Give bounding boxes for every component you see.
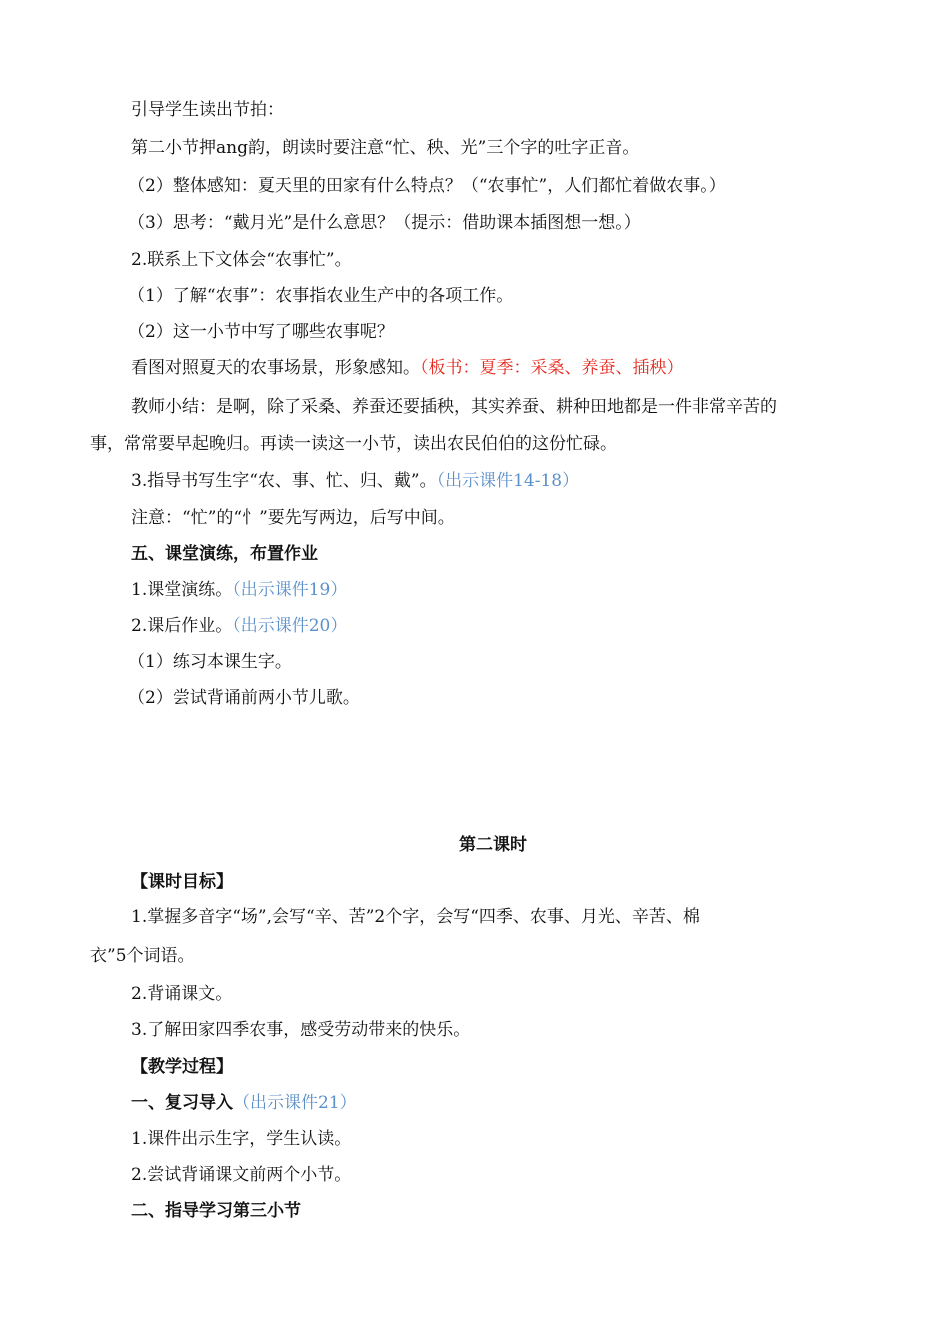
section-heading <box>90 1056 870 1078</box>
page-title <box>0 834 950 856</box>
paragraph <box>90 507 870 529</box>
text: 3.指导书写生字“农、事、忙、归、戴”。 <box>131 471 437 491</box>
paragraph <box>90 137 870 159</box>
text: 第二课时 <box>459 835 527 855</box>
paragraph <box>90 357 870 379</box>
text: 第二小节押ang韵，朗读时要注意“忙、秧、光”三个字的吐字正音。 <box>131 138 640 158</box>
paragraph <box>90 175 870 197</box>
section-heading <box>90 871 870 893</box>
text: 2.背诵课文。 <box>131 984 233 1004</box>
text: 引导学生读出节拍： <box>131 100 284 120</box>
text: 1.掌握多音字“场”,会写“辛、苦”2个字，会写“四季、农事、月光、辛苦、棉 <box>131 907 700 927</box>
paragraph <box>90 99 870 121</box>
paragraph <box>90 983 870 1005</box>
text: 看图对照夏天的农事场景，形象感知。 <box>131 358 420 378</box>
section-heading <box>90 543 870 565</box>
section-heading <box>90 1092 870 1114</box>
text: （2）尝试背诵前两小节儿歌。 <box>128 688 360 708</box>
text: 【课时目标】 <box>131 872 233 892</box>
paragraph <box>90 1019 870 1041</box>
paragraph <box>90 615 870 637</box>
paragraph <box>90 1164 870 1186</box>
text: 【教学过程】 <box>131 1057 233 1077</box>
text: （2）这一小节中写了哪些农事呢？ <box>128 322 394 342</box>
courseware-note: （出示课件21） <box>233 1093 357 1113</box>
courseware-note: （出示课件20） <box>232 616 348 636</box>
text: （3）思考：“戴月光”是什么意思？（提示：借助课本插图想一想。） <box>128 213 641 233</box>
paragraph <box>90 579 870 601</box>
paragraph <box>90 212 870 234</box>
courseware-note: （出示课件19） <box>232 580 348 600</box>
text: 衣”5个词语。 <box>90 946 195 966</box>
text: 五、课堂演练，布置作业 <box>131 544 318 564</box>
text: （1）练习本课生字。 <box>128 652 292 672</box>
text: 2.联系上下文体会“农事忙”。 <box>131 250 352 270</box>
paragraph <box>90 1128 870 1150</box>
text: 二、指导学习第三小节 <box>131 1201 301 1221</box>
text: 1.课堂演练。 <box>131 580 233 600</box>
paragraph <box>90 906 870 928</box>
paragraph-continuation <box>90 945 870 967</box>
text: 2.课后作业。 <box>131 616 233 636</box>
paragraph <box>90 396 870 418</box>
section-heading <box>90 1200 870 1222</box>
paragraph <box>90 687 870 709</box>
board-note: （板书：夏季：采桑、养蚕、插秧） <box>420 358 684 378</box>
text: 注意：“忙”的“忄”要先写两边，后写中间。 <box>131 508 455 528</box>
courseware-note: （出示课件14-18） <box>436 471 580 491</box>
paragraph-continuation <box>90 433 870 455</box>
text: 3.了解田家四季农事，感受劳动带来的快乐。 <box>131 1020 471 1040</box>
text: 1.课件出示生字，学生认读。 <box>131 1129 352 1149</box>
text: 事，常常要早起晚归。再读一读这一小节，读出农民伯伯的这份忙碌。 <box>90 434 617 454</box>
text: 一、复习导入 <box>131 1093 233 1113</box>
paragraph <box>90 249 870 271</box>
text: （2）整体感知：夏天里的田家有什么特点？（“农事忙”，人们都忙着做农事。） <box>128 176 726 196</box>
paragraph <box>90 651 870 673</box>
paragraph <box>90 285 870 307</box>
paragraph <box>90 470 870 492</box>
paragraph <box>90 321 870 343</box>
text: 教师小结：是啊，除了采桑、养蚕还要插秧，其实养蚕、耕种田地都是一件非常辛苦的 <box>131 397 777 417</box>
text: （1）了解“农事”：农事指农业生产中的各项工作。 <box>128 286 514 306</box>
text: 2.尝试背诵课文前两个小节。 <box>131 1165 352 1185</box>
